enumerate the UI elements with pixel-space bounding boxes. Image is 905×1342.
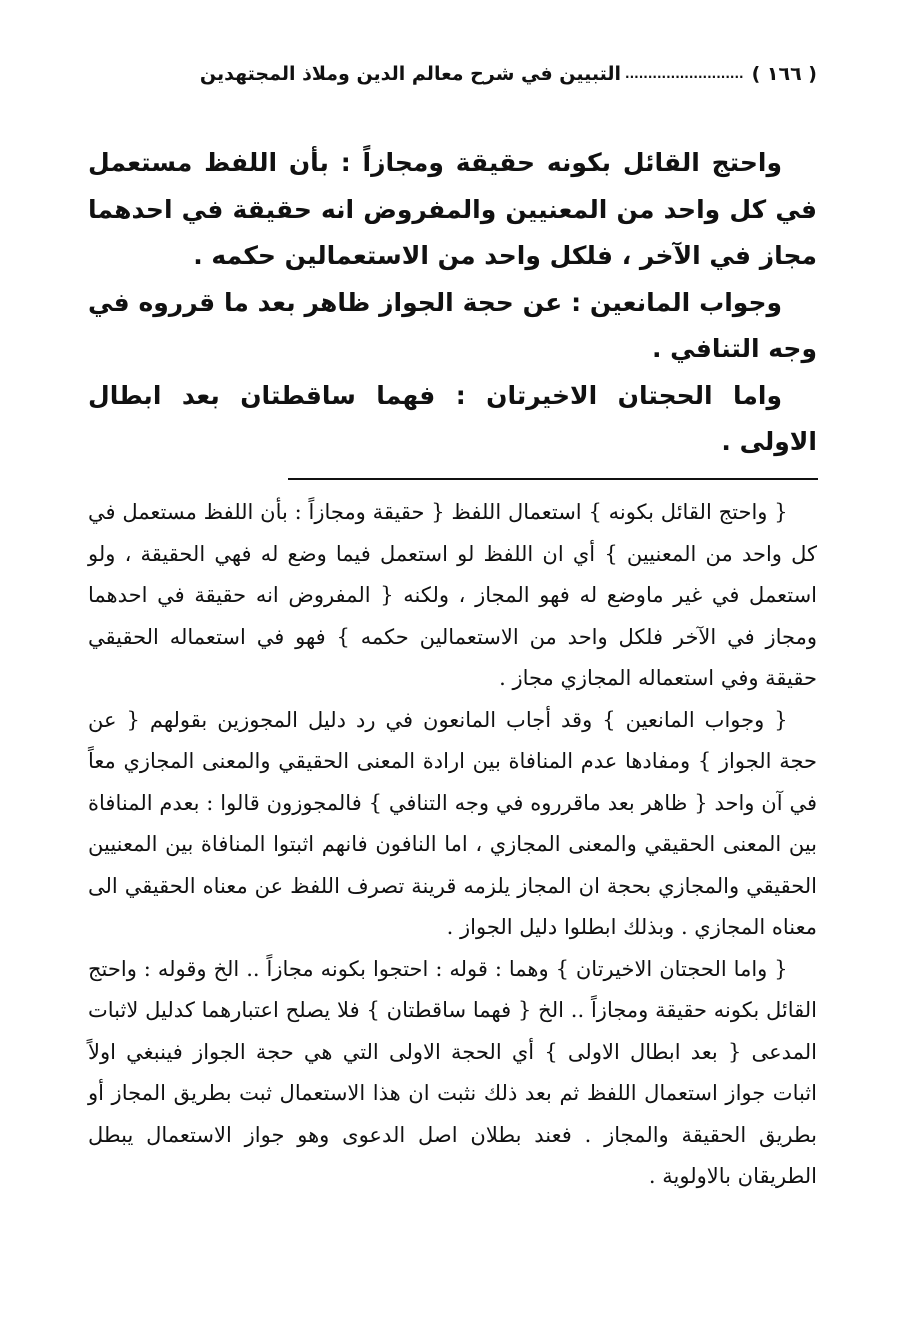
commentary-paragraph: { واما الحجتان الاخيرتان } وهما : قوله : احتجوا بكونه مجازاً .. الخ وقوله : واحتج القائل بكونه حقيقة ومجازاً .. الخ { فهما ساقطتان } فلا يصلح اعتبارهما كدليل لاثبات المدعى { بعد ابطال الاولى } أي الحجة الاولى التي هي حجة الجواز فينبغي اولاً اثبات جواز استعمال اللفظ ثم بعد ذلك نثبت ان هذا الاستعمال ثبت بطريق المجاز أو بطريق الحقيقة والمجاز . فعند بطلان اصل الدعوى وهو جواز الاستعمال يبطل الطريقان بالاولوية . <box>88 956 817 1188</box>
main-text <box>88 140 817 466</box>
page-header <box>88 52 817 96</box>
book-title: التبيين في شرح معالم الدين وملاذ المجتهدين <box>199 63 622 85</box>
main-paragraph: وجواب المانعين : عن حجة الجواز ظاهر بعد ما قرروه في وجه التنافي . <box>88 287 817 363</box>
page-number: ( ١٦٦ ) <box>751 63 817 85</box>
header-leader-dots: .......................... <box>625 67 744 81</box>
main-paragraph: واما الحجتان الاخيرتان : فهما ساقطتان بعد ابطال الاولى . <box>88 380 817 456</box>
commentary-paragraph: { وجواب المانعين } وقد أجاب المانعون في رد دليل المجوزين بقولهم { عن حجة الجواز } ومفادها عدم المنافاة بين ارادة المعنى الحقيقي والمعنى المجازي معاً في آن واحد { ظاهر بعد ماقرروه في وجه التنافي } فالمجوزون قالوا : بعدم المنافاة بين المعنى الحقيقي والمعنى المجازي ، اما النافون فانهم اثبتوا المنافاة بين المعنيين الحقيقي والمجازي بحجة ان المجاز يلزمه قرينة تصرف اللفظ عن معناه الحقيقي الى معناه المجازي . وبذلك ابطلوا دليل الجواز . <box>88 707 817 939</box>
separator-line <box>288 478 818 480</box>
commentary-paragraph: { واحتج القائل بكونه } استعمال اللفظ { حقيقة ومجازاً : بأن اللفظ مستعمل في كل واحد من المعنيين } أي ان اللفظ لو استعمل فيما وضع له فهي الحقيقة ، ولو استعمل في غير ماوضع له فهو المجاز ، ولكنه { المفروض انه حقيقة في احدهما ومجاز في الآخر فلكل واحد من الاستعمالين حكمه } فهو في استعماله الحقيقي حقيقة وفي استعماله المجازي مجاز . <box>88 500 817 690</box>
main-paragraph: واحتج القائل بكونه حقيقة ومجازاً : بأن اللفظ مستعمل في كل واحد من المعنيين والمفروض انه حقيقة في احدهما مجاز في الآخر ، فلكل واحد من الاستعمالين حكمه . <box>88 148 817 270</box>
commentary-text <box>88 492 817 1198</box>
